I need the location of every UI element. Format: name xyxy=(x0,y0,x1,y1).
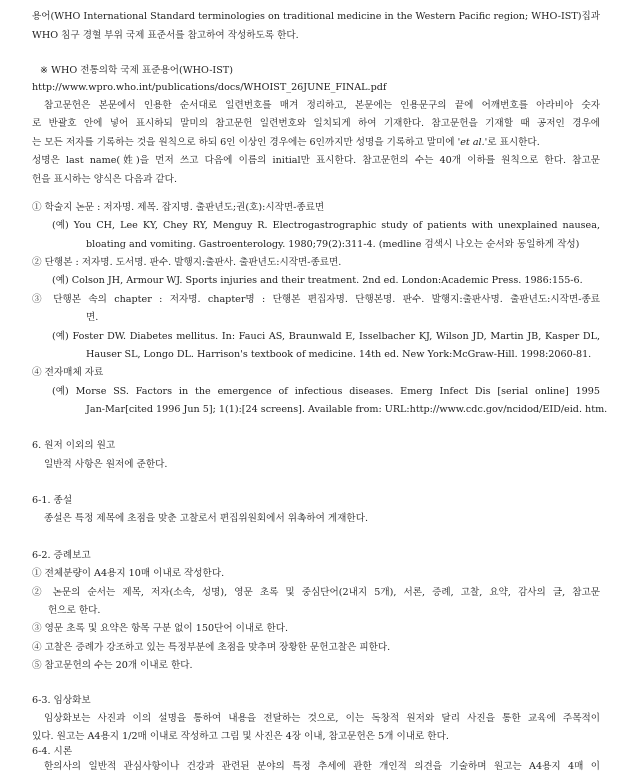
reference-paragraph-line-3 xyxy=(32,136,600,150)
section-6-3-line-2: 있다. 원고는 A4용지 1/2매 이내로 작성하고 그림 및 사진은 4장 이내, 참고문헌은 5개 이내로 한다. xyxy=(32,731,449,742)
section-6-2-item-2b: 헌으로 한다. xyxy=(48,605,101,616)
reference-paragraph-line-5: 헌을 표시하는 양식은 다음과 같다. xyxy=(32,174,177,185)
reference-paragraph-line-2: 로 반괄호 안에 넣어 표시하되 말미의 참고문헌 일련번호와 일치되게 하여 기재한다. 참고문헌을 기재할 때 공저인 경우에 xyxy=(32,118,600,129)
section-6-4-line-1: 한의사의 일반적 관심사항이나 건강과 관련된 분야의 특정 추세에 관한 개인적 의견을 기술하며 원고는 A4용지 4매 이 xyxy=(44,761,600,772)
reference-paragraph-line-4: 성명은 last name(姓)을 먼저 쓰고 다음에 이름의 initial만 표시한다. 참고문헌의 수는 40개 이하를 원칙으로 한다. 참고문 xyxy=(32,155,600,166)
ref-example-electronic-2: Jan-Mar[cited 1996 Jun 5]; 1(1):[24 screens]. Available from: URL:http://www.cdc.gov/ncidod/EID/eid. htm. xyxy=(86,404,608,415)
section-6-2-item-5: ⑤ 참고문헌의 수는 20개 이내로 한다. xyxy=(32,660,193,671)
ref-example-chapter-1: (예) Foster DW. Diabetes mellitus. In: Fauci AS, Braunwald E, Isselbacher KJ, Wilson JD, Martin JB, Kasper DL, xyxy=(52,331,600,342)
intro-line-1: 용어(WHO International Standard terminologies on traditional medicine in the Western Pacific region; WHO-IST)집과 xyxy=(32,11,600,22)
ref-example-book: (예) Colson JH, Armour WJ. Sports injuries and their treatment. 2nd ed. London:Academic Press. 1986:155-6. xyxy=(52,275,583,286)
section-6-2-item-4: ④ 고찰은 증례가 강조하고 있는 특정부분에 초점을 맞추며 장황한 문헌고찰은 피한다. xyxy=(32,642,391,653)
section-6-3-heading: 6-3. 임상화보 xyxy=(32,695,91,706)
section-6-2-heading: 6-2. 증례보고 xyxy=(32,550,91,561)
section-6-4-heading: 6-4. 시론 xyxy=(32,746,73,757)
section-6-2-item-3: ③ 영문 초록 및 요약은 항목 구분 없이 150단어 이내로 한다. xyxy=(32,623,289,634)
section-6-2-item-2a: ② 논문의 순서는 제목, 저자(소속, 성명), 영문 초록 및 중심단어(2내지 5개), 서론, 증례, 고찰, 요약, 감사의 글, 참고문 xyxy=(32,587,600,598)
et-al-text: et al. xyxy=(460,137,485,148)
ref-example-journal-2: bloating and vomiting. Gastroenterology. 1980;79(2):311-4. (medline 검색시 나오는 순서와 동일하게 작성) xyxy=(86,239,580,250)
who-note-url: http://www.wpro.who.int/publications/docs/WHOIST_26JUNE_FINAL.pdf xyxy=(32,82,387,93)
section-6-3-line-1: 임상화보는 사진과 이의 설명을 통하여 내용을 전달하는 것으로, 이는 독창적 원저와 달리 사진을 통한 교육에 주목적이 xyxy=(44,713,600,724)
ref-example-electronic-1: (예) Morse SS. Factors in the emergence of infectious diseases. Emerg Infect Dis [serial online] 1995 xyxy=(52,386,600,397)
section-6-heading: 6. 원저 이외의 원고 xyxy=(32,440,116,451)
section-6-1-heading: 6-1. 종설 xyxy=(32,495,73,506)
reference-paragraph-line-3c: '로 표시한다. xyxy=(484,137,540,148)
intro-line-2: WHO 침구 경혈 부위 국제 표준서를 참고하여 작성하도록 한다. xyxy=(32,30,299,41)
ref-example-journal-1: (예) You CH, Lee KY, Chey RY, Menguy R. Electrogastrographic study of patients with unexplained nausea, xyxy=(52,220,600,231)
ref-example-chapter-2: Hauser SL, Longo DL. Harrison's textbook of medicine. 14th ed. New York:McGraw-Hill. 1998:2060-81. xyxy=(86,349,592,360)
ref-format-chapter-1: ③ 단행본 속의 chapter : 저자명. chapter명 : 단행본 편집자명. 단행본명. 판수. 발행지:출판사명. 출판년도:시작면-종료 xyxy=(32,294,600,305)
reference-paragraph-line-3a: 는 모든 저자를 기록하는 것을 원칙으로 하되 6인 이상인 경우에는 6인까지만 성명을 기록하고 말미에 ' xyxy=(32,137,461,148)
section-6-1-body: 종설은 특정 제목에 초점을 맞춘 고찰로서 편집위원회에서 위촉하여 게재한다. xyxy=(44,513,369,524)
section-6-body: 일반적 사항은 원저에 준한다. xyxy=(44,459,168,470)
reference-paragraph-line-1: 참고문헌은 본문에서 인용한 순서대로 일련번호를 매겨 정리하고, 본문에는 인용문구의 끝에 어깨번호를 아라비아 숫자 xyxy=(44,100,600,111)
ref-format-journal: ① 학술지 논문 : 저자명. 제목. 잡지명. 출판년도;권(호):시작면-종료면 xyxy=(32,202,325,213)
who-note-title: ※ WHO 전통의학 국제 표준용어(WHO-IST) xyxy=(40,65,233,76)
ref-format-electronic: ④ 전자매체 자료 xyxy=(32,367,104,378)
ref-format-chapter-2: 면. xyxy=(86,312,99,323)
ref-format-book: ② 단행본 : 저자명. 도서명. 판수. 발행지:출판사. 출판년도:시작면-종료면. xyxy=(32,257,342,268)
section-6-2-item-1: ① 전체분량이 A4용지 10매 이내로 작성한다. xyxy=(32,568,225,579)
